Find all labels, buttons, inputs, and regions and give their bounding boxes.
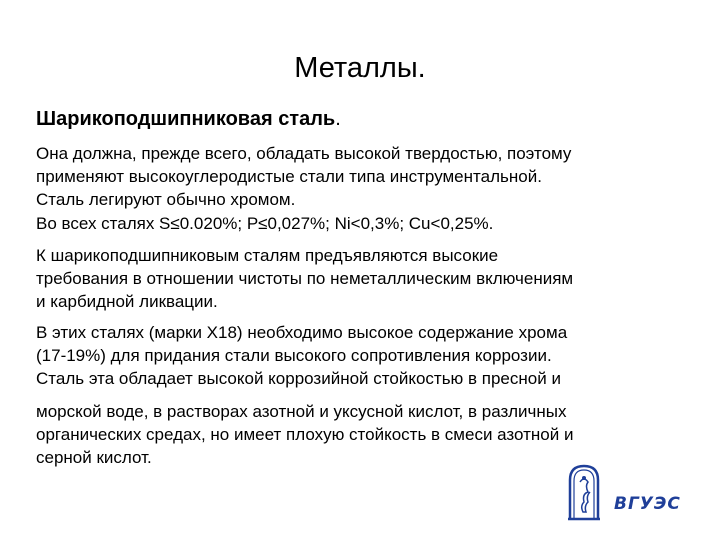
logo-text: ВГУЭС: [614, 494, 681, 514]
paragraph-line: морской воде, в растворах азотной и уксусной кислот, в различных: [36, 402, 567, 421]
paragraph-line: серной кислот.: [36, 448, 152, 467]
section-heading-bold: Шарикоподшипниковая сталь: [36, 108, 336, 130]
paragraph-requirements: [36, 244, 686, 313]
paragraph-line: требования в отношении чистоты по неметаллическим включениям: [36, 269, 574, 288]
paragraph-line: применяют высокоуглеродистые стали типа инструментальной.: [36, 167, 542, 186]
paragraph-line: и карбидной ликвации.: [36, 292, 218, 311]
paragraph-line: Сталь легируют обычно хромом.: [36, 190, 296, 209]
paragraph-chromium: [36, 321, 686, 390]
paragraph-line: Она должна, прежде всего, обладать высокой твердостью, поэтому: [36, 144, 572, 163]
slide-title: Металлы.: [294, 52, 426, 84]
paragraph-line: К шарикоподшипниковым сталям предъявляются высокие: [36, 246, 499, 265]
section-heading-dot: .: [335, 108, 341, 130]
paragraph-composition: [36, 212, 686, 235]
paragraph-line: Во всех сталях S≤0.020%; P≤0,027%; Ni<0,3%; Cu<0,25%.: [36, 214, 494, 233]
paragraph-corrosion: [36, 400, 686, 469]
paragraph-line: Сталь эта обладает высокой коррозийной стойкостью в пресной и: [36, 369, 561, 388]
paragraph-line: органических средах, но имеет плохую стойкость в смеси азотной и: [36, 425, 574, 444]
paragraph-line: В этих сталях (марки Х18) необходимо высокое содержание хрома: [36, 323, 568, 342]
paragraph-line: (17-19%) для придания стали высокого сопротивления коррозии.: [36, 346, 552, 365]
section-heading: [36, 106, 341, 132]
paragraph-hardness: [36, 142, 686, 211]
